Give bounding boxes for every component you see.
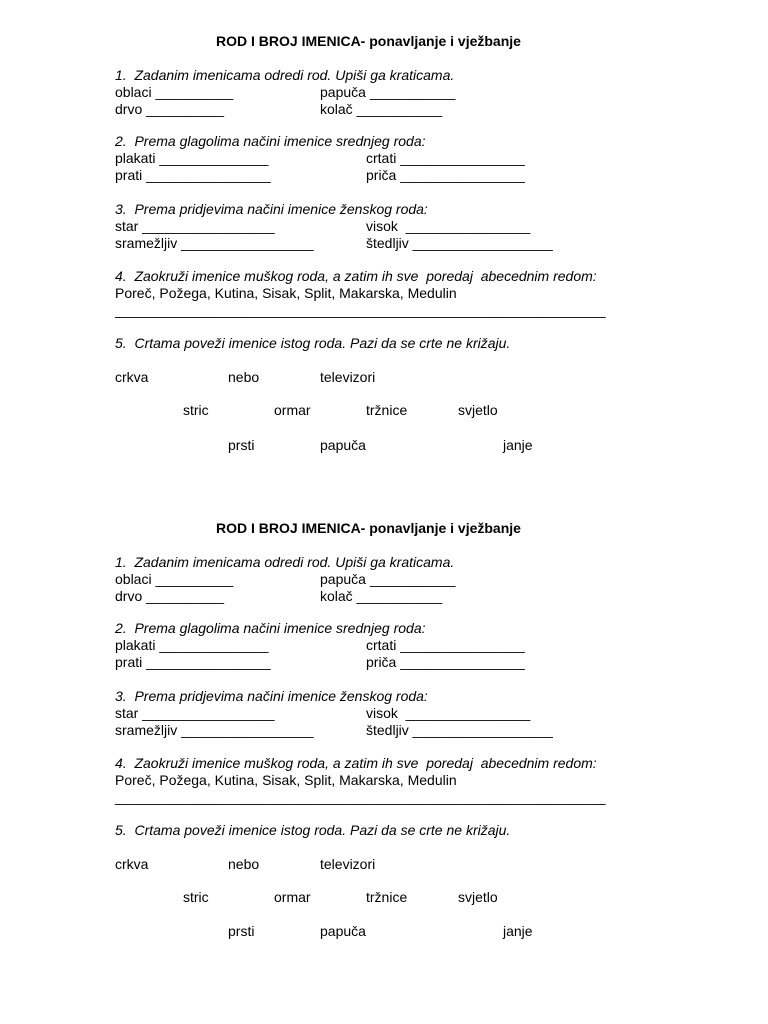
task1-item-drvo: drvo __________ bbox=[115, 588, 224, 604]
task1-item-drvo: drvo __________ bbox=[115, 101, 224, 117]
task4-answer-line: _______________________________________________________________ bbox=[115, 789, 606, 805]
task5-word: crkva bbox=[115, 856, 149, 872]
task2-item-crtati: crtati ________________ bbox=[366, 637, 525, 653]
task2-item-prati: prati ________________ bbox=[115, 167, 271, 183]
task4-answer-line: _______________________________________________________________ bbox=[115, 302, 606, 318]
task3-item-stedljiv: štedljiv __________________ bbox=[366, 235, 553, 251]
task5-word: prsti bbox=[228, 437, 255, 453]
task4-list: Poreč, Požega, Kutina, Sisak, Split, Makarska, Medulin bbox=[115, 285, 457, 301]
task2-item-prica: priča ________________ bbox=[366, 167, 525, 183]
task5-word: svjetlo bbox=[458, 402, 498, 418]
task4-heading: 4. Zaokruži imenice muškog roda, a zatim ih sve poredaj abecednim redom: bbox=[115, 755, 597, 771]
task4-heading: 4. Zaokruži imenice muškog roda, a zatim ih sve poredaj abecednim redom: bbox=[115, 268, 597, 284]
task2-item-plakati: plakati ______________ bbox=[115, 150, 269, 166]
task3-item-visok: visok ________________ bbox=[366, 218, 531, 234]
task4-list: Poreč, Požega, Kutina, Sisak, Split, Makarska, Medulin bbox=[115, 772, 457, 788]
task2-item-prica: priča ________________ bbox=[366, 654, 525, 670]
task3-item-star: star _________________ bbox=[115, 218, 275, 234]
task5-word: janje bbox=[503, 923, 533, 939]
task1-item-papuca: papuča ___________ bbox=[320, 84, 456, 100]
worksheet-title: ROD I BROJ IMENICA- ponavljanje i vježbanje bbox=[216, 33, 521, 49]
task1-item-kolac: kolač ___________ bbox=[320, 101, 443, 117]
task5-word: televizori bbox=[320, 856, 376, 872]
task5-word: tržnice bbox=[366, 402, 408, 418]
task2-item-plakati: plakati ______________ bbox=[115, 637, 269, 653]
task5-word: nebo bbox=[228, 369, 260, 385]
task3-item-sramezljiv: sramežljiv _________________ bbox=[115, 235, 314, 251]
task3-item-stedljiv: štedljiv __________________ bbox=[366, 722, 553, 738]
task3-item-sramezljiv: sramežljiv _________________ bbox=[115, 722, 314, 738]
task5-word: nebo bbox=[228, 856, 260, 872]
task2-heading: 2. Prema glagolima načini imenice srednjeg roda: bbox=[115, 133, 426, 149]
task5-word: stric bbox=[183, 889, 209, 905]
task5-word: ormar bbox=[274, 889, 311, 905]
worksheet-copy-1 bbox=[0, 0, 768, 500]
task5-word: janje bbox=[503, 437, 533, 453]
task3-heading: 3. Prema pridjevima načini imenice ženskog roda: bbox=[115, 688, 428, 704]
task2-heading: 2. Prema glagolima načini imenice srednjeg roda: bbox=[115, 620, 426, 636]
task1-item-kolac: kolač ___________ bbox=[320, 588, 443, 604]
task2-item-prati: prati ________________ bbox=[115, 654, 271, 670]
task5-heading: 5. Crtama poveži imenice istog roda. Pazi da se crte ne križaju. bbox=[115, 822, 511, 838]
task1-item-oblaci: oblaci __________ bbox=[115, 571, 234, 587]
task5-word: prsti bbox=[228, 923, 255, 939]
task5-word: papuča bbox=[320, 437, 366, 453]
task1-heading: 1. Zadanim imenicama odredi rod. Upiši ga kraticama. bbox=[115, 554, 455, 570]
task5-word: stric bbox=[183, 402, 209, 418]
task1-heading: 1. Zadanim imenicama odredi rod. Upiši ga kraticama. bbox=[115, 67, 455, 83]
task5-word: ormar bbox=[274, 402, 311, 418]
task2-item-crtati: crtati ________________ bbox=[366, 150, 525, 166]
task3-item-visok: visok ________________ bbox=[366, 705, 531, 721]
task5-word: crkva bbox=[115, 369, 149, 385]
worksheet-title: ROD I BROJ IMENICA- ponavljanje i vježbanje bbox=[216, 520, 521, 536]
task5-word: papuča bbox=[320, 923, 366, 939]
task5-word: tržnice bbox=[366, 889, 408, 905]
task5-heading: 5. Crtama poveži imenice istog roda. Pazi da se crte ne križaju. bbox=[115, 335, 511, 351]
task3-heading: 3. Prema pridjevima načini imenice ženskog roda: bbox=[115, 201, 428, 217]
task1-item-papuca: papuča ___________ bbox=[320, 571, 456, 587]
worksheet-copy-2 bbox=[0, 487, 768, 987]
task5-word: televizori bbox=[320, 369, 376, 385]
task5-word: svjetlo bbox=[458, 889, 498, 905]
task3-item-star: star _________________ bbox=[115, 705, 275, 721]
task1-item-oblaci: oblaci __________ bbox=[115, 84, 234, 100]
